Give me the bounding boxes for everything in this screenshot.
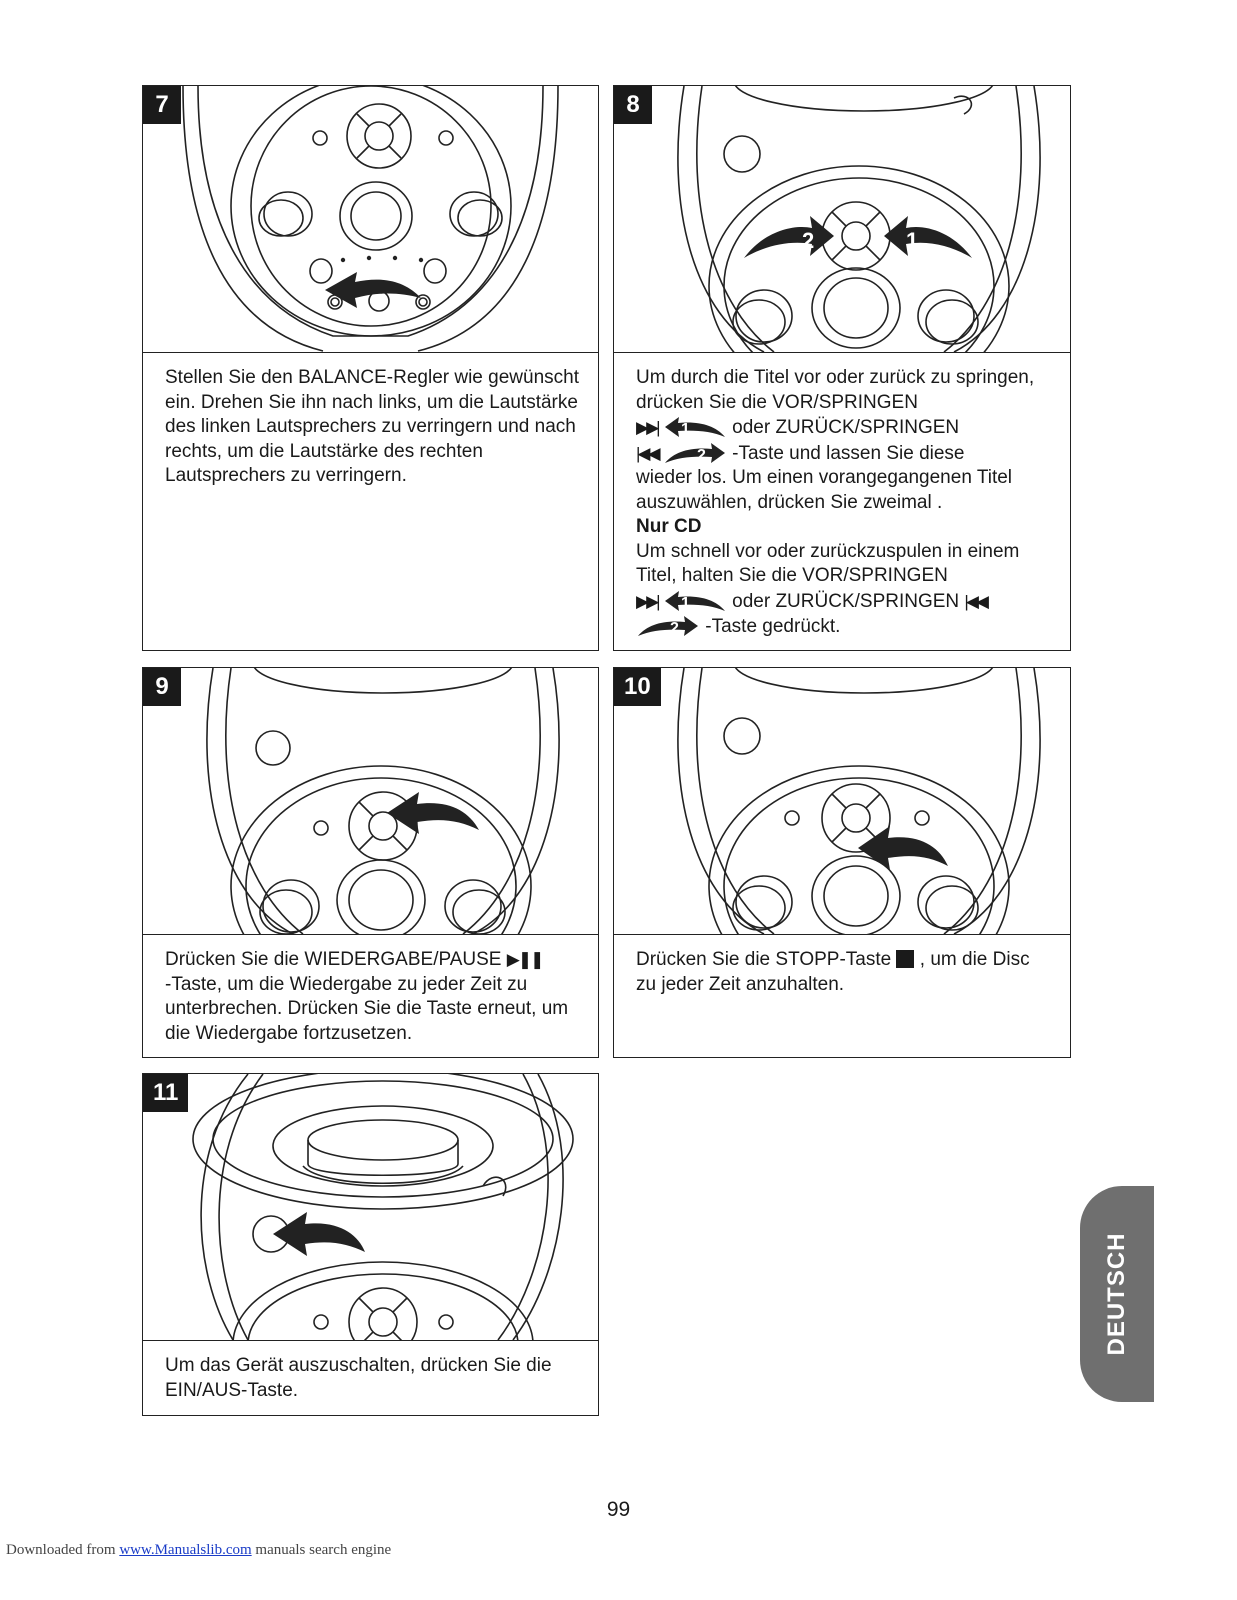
step-8-line-b: oder ZURÜCK/SPRINGEN	[732, 417, 960, 438]
step-8-panel	[613, 85, 1071, 651]
step-9-illustration	[143, 668, 598, 935]
step-10-text-a: Drücken Sie die STOPP-Taste	[636, 949, 892, 970]
step-10-text	[636, 948, 1052, 997]
step-8-line-f: oder ZURÜCK/SPRINGEN	[732, 590, 960, 612]
next-track-icon-2: ▶▶|	[636, 591, 658, 611]
skip-buttons-illustration	[614, 86, 1070, 352]
step-7-panel	[142, 85, 599, 651]
step-9-number: 9	[143, 668, 181, 706]
step-8-illustration	[614, 86, 1070, 353]
stop-icon	[896, 950, 914, 968]
step-7-illustration	[143, 86, 598, 353]
step-8-line-c-row	[636, 441, 1052, 467]
step-10-illustration	[614, 668, 1070, 935]
arrow-1-label: 1	[906, 228, 919, 253]
step-8-line-g-row	[636, 614, 1052, 640]
step-8-subheading: Nur CD	[636, 516, 702, 537]
arrow-1-icon	[663, 415, 727, 439]
arrow-1-icon-2	[663, 589, 727, 613]
language-tab-label: DEUTSCH	[1103, 1232, 1130, 1356]
svg-text:1: 1	[680, 421, 690, 438]
step-9-text	[165, 948, 580, 1046]
step-8-line-g: -Taste gedrückt.	[705, 616, 841, 637]
step-7-text	[165, 366, 580, 489]
step-8-text	[636, 366, 1052, 640]
step-7-number: 7	[143, 86, 181, 124]
step-8-line-b-row	[636, 415, 1052, 441]
balance-knob-illustration	[143, 86, 598, 352]
step-10-text-b: , um die Disc zu jeder Zeit anzuhalten.	[636, 949, 1030, 995]
step-9-line-a-row	[165, 948, 580, 973]
step-7-paragraph: Stellen Sie den BALANCE-Regler wie gewünscht ein. Drehen Sie ihn nach links, um die Lautstärke des linken Lautsprechers zu verringern und nach rechts, um die Lautstärke des rechten Lautsprechers zu verringern.	[165, 367, 579, 486]
svg-text:2: 2	[696, 446, 706, 464]
arrow-2-icon-2	[636, 614, 700, 638]
page-number: 99	[606, 1498, 631, 1521]
footer-prefix: Downloaded from	[6, 1542, 120, 1558]
step-9-text-b: -Taste, um die Wiedergabe zu jeder Zeit zu unterbrechen. Drücken Sie die Taste erneut, um die Wiedergabe fortzusetzen.	[165, 973, 569, 1044]
manualslib-link[interactable]: www.Manualslib.com	[119, 1542, 252, 1558]
step-10-panel	[613, 667, 1071, 1058]
step-8-number: 8	[614, 86, 652, 124]
step-11-panel	[142, 1073, 599, 1416]
step-8-line-c: -Taste und lassen Sie diese	[732, 442, 965, 464]
prev-track-icon: |◀◀	[636, 443, 658, 463]
step-9-panel	[142, 667, 599, 1058]
step-11-number: 11	[143, 1074, 188, 1112]
step-8-line-a: Um durch die Titel vor oder zurück zu springen, drücken Sie die VOR/SPRINGEN	[636, 367, 1035, 413]
language-tab	[1080, 1186, 1154, 1402]
step-10-line-row	[636, 948, 1052, 997]
step-8-line-e: Um schnell vor oder zurückzuspulen in einem Titel, halten Sie die VOR/SPRINGEN	[636, 540, 1020, 586]
step-11-illustration	[143, 1074, 598, 1341]
arrow-2-label: 2	[802, 228, 815, 253]
stop-button-illustration	[614, 668, 1070, 934]
arrow-2-icon	[663, 441, 727, 465]
download-footer	[6, 1542, 391, 1559]
step-11-paragraph: Um das Gerät auszuschalten, drücken Sie die EIN/AUS-Taste.	[165, 1355, 552, 1401]
svg-text:2: 2	[670, 620, 679, 637]
footer-suffix: manuals search engine	[251, 1542, 392, 1558]
step-8-line-f-row	[636, 589, 1052, 615]
play-pause-icon: ▶❚❚	[506, 950, 543, 969]
prev-track-icon-2: |◀◀	[964, 591, 986, 611]
step-8-line-d: wieder los. Um einen vorangegangenen Titel auszuwählen, drücken Sie zweimal .	[636, 467, 1013, 513]
power-button-illustration	[143, 1074, 598, 1340]
next-track-icon: ▶▶|	[636, 418, 658, 437]
step-9-text-a: Drücken Sie die WIEDERGABE/PAUSE	[165, 949, 502, 970]
play-pause-illustration	[143, 668, 598, 934]
step-10-number: 10	[614, 668, 661, 706]
step-11-text	[165, 1354, 580, 1403]
svg-text:1: 1	[680, 594, 690, 612]
